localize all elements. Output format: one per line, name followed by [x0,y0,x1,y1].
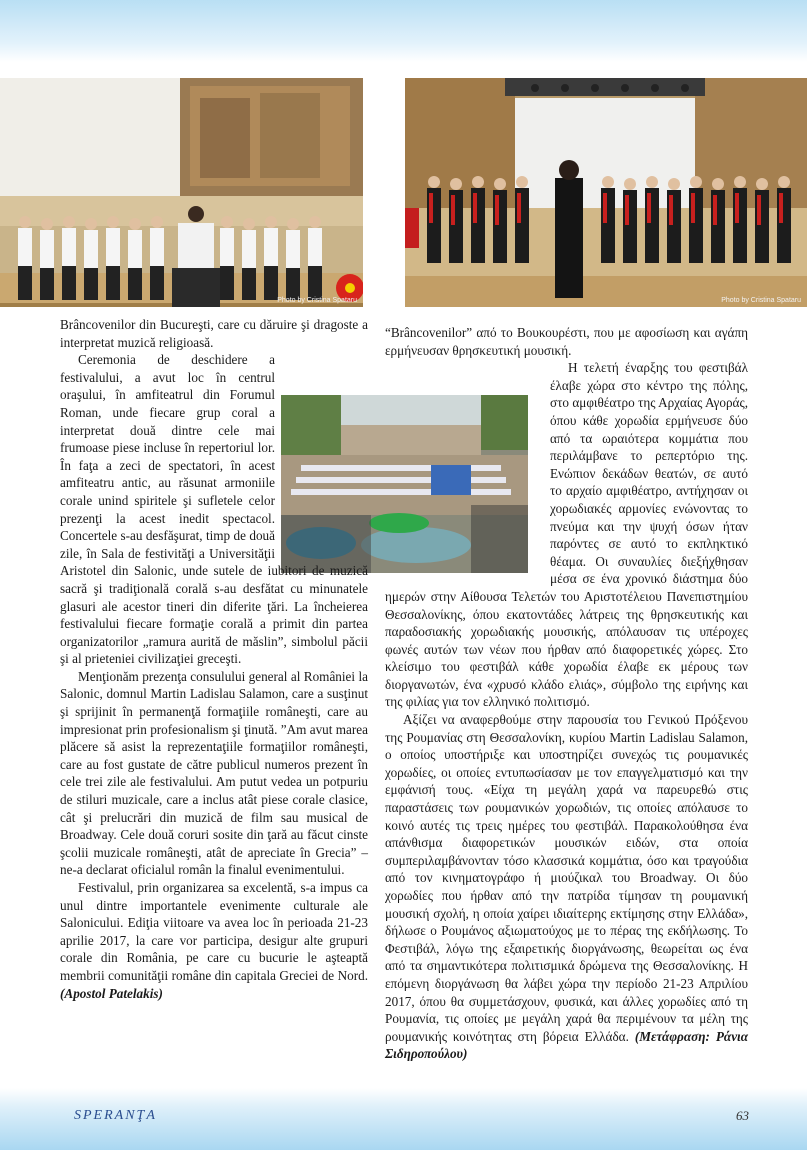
author-signature: (Apostol Patelakis) [60,985,163,1001]
paragraph [385,711,748,1063]
romanian-article-column [60,316,368,1002]
translator-signature: (Μετάφραση: Ράνια Σιδηροπούλου) [385,1028,749,1062]
header-band [0,0,807,62]
greek-article-column [385,324,748,1063]
paragraph: Ceremonia de deschidere a festivalului, a avut loc în centrul oraşului, în amfiteatrul din Forumul Roman, unde fiecare grup coral a interpretat două dintre cele mai frumoase piese incluse în repertoriul lor. În faţa a zeci de spectatori, în acest amfiteatru antic, au răsunat armoniile corale unind spiritele şi sufletele celor prezenţi la acest inedit spectacol. Concertele s-au desfăşurat, timp de două zile, în Sala de festivităţi a Universităţii Aristotel din Salonic, unde sutele de iubitori de muzică sacră şi tradiţională corală s-au desfătat cu minunatele glasuri ale acestor tineri din diferite ţări. La încheierea festivalului fiecare formaţie corală a primit din partea organizatorilor „ramura aurită de măslin”, simbolul păcii şi al prieteniei civilizaţiei greceşti. [60,352,368,667]
photo-choir-white [0,78,363,307]
paragraph: Η τελετή έναρξης του φεστιβάλ έλαβε χώρα στο κέντρο της πόλης, στο αμφιθέατρο της Αρχαίας Αγοράς, όπου κάθε χορωδία ερμήνευσε δύο από τα ωραιότερα κομμάτια που περιλάμβανε το ρεπερτόριο της. Ενώπιον δεκάδων θεατών, σε αυτό το αρχαίο αμφιθέατρο, αντήχησαν οι χορωδιακές αρμονίες ενώνοντας το πνεύμα και την ψυχή όσων ήταν παρόντες σε αυτό το εκπληκτικό θέαμα. Οι συναυλίες διεξήχθησαν μέσα σε ένα χρονικό διάστημα δύο ημερών στην Αίθουσα Τελετών του Αριστοτέλειου Πανεπιστημίου Θεσσαλονίκης, όπου εκατοντάδες λάτρεις της θρησκευτικής και παραδοσιακής χορωδιακής μουσικής, απόλαυσαν τις υπέροχες φωνές αυτών των νέων που ήρθαν από διαφορετικές χώρες. Στο κλείσιμο του φεστιβάλ κάθε χορωδία έλαβε εκ μέρους των διοργανωτών, ένα «χρυσό κλάδο ελιάς», σύμβολο της ειρήνης και της φιλίας για τον ελληνικό πολιτισμό. [385,360,748,710]
paragraph: Menţionăm prezenţa consulului general al României la Salonic, domnul Martin Ladislau Salamon, care a susţinut şi sprijinit în permanenţă formaţiile româneşti, care au impresionat prin profesionalism şi ţinută. ”Am avut marea plăcere să asist la reprezentaţiile formaţiilor româneşti, care au fost gustate de către publicul numeros prezent în cele trei zile ale festivalului. Am putut vedea un potpuriu de stiluri muzicale, care a inclus atât piese corale clasice, cât şi prelucrări din muzică de film sau musical de Broadway. Cele două coruri sosite din ţară au făcut cinste şcolii muzicale româneşti, atât de apreciate în Grecia” – ne-a declarat oficialul român la finalul evenimentului. [60,668,368,878]
paragraph [60,879,368,1002]
photo-credit: Photo by Cristina Spataru [721,297,801,304]
magazine-name: SPERANŢA [74,1108,157,1123]
photo-choir-red [405,78,807,307]
paragraph-text: Αξίζει να αναφερθούμε στην παρουσία του Γενικού Πρόξενου της Ρουμανίας στη Θεσσαλονίκη, κυρίου Martin Ladislau Salamon, ο οποίος υποστήριξε και υποστηρίζει συνεχώς τις ρουμανικές χορωδίες, οι οποίες εντυπωσίασαν με τον επαγγελματισμό και την εμφάνισή τους. «Είχα τη μεγάλη χαρά να παρευρεθώ στις παραστάσεις των ρουμανικών χορωδιών, τις οποίες απόλαυσε το κοινό αυτές τις τρεις ημέρες του φεστιβάλ. Παρακολούθησα ένα απάνθισμα διαφορετικών μουσικών ειδών, στα οποία συμπεριλαμβάνονταν τόσο κλασσικά κομμάτια, όσο και τραγούδια από τον κινηματογράφο ή μιούζικαλ του Broadway. Οι δύο χορωδίες που ήρθαν από την πατρίδα τίμησαν τη ρουμανική μουσική σχολή, η οποία χαίρει ιδιαίτερης εκτίμησης στην Ελλάδα», δήλωσε ο Ρουμάνος αξιωματούχος με το πέρας της εκδήλωσης. Το Φεστιβάλ, λόγω της εξαιρετικής διοργάνωσης, θεωρείται ως ένα από τα σημαντικότερα πολιτισμικά δρώμενα της Θεσσαλονίκης. Η επόμενη διοργάνωση θα λάβει χώρα την περίοδο 21-23 Απριλίου 2017, όπου θα συμμετάσχουν, φυσικά, και άλλες χορωδίες από τη Ρουμανία, τις οποίες με μεγάλη χαρά θα περιμένουν τα μέλη της ρουμανικής κοινότητας στη βόρεια Ελλάδα. [385,712,748,1044]
paragraph: “Brâncovenilor” από το Βουκουρέστι, που με αφοσίωση και αγάπη ερμήνευσαν θρησκευτική μουσική. [385,325,748,358]
photo-credit: Photo by Cristina Spataru [277,297,357,304]
paragraph-text: Festivalul, prin organizarea sa excelentă, s-a impus ca unul dintre importantele evenimente culturale ale Salonicului. Ediţia viitoare va avea loc în perioada 21-23 aprilie 2017, la care vor participa, desigur alte grupuri corale din România, pe care cu bucurie le aşteaptă membrii comunităţii române din capitala Greciei de Nord. [60,880,368,983]
page-number: 63 [736,1108,749,1123]
paragraph: Brâncovenilor din Bucureşti, care cu dăruire şi dragoste a interpretat muzică religioasă. [60,317,368,350]
